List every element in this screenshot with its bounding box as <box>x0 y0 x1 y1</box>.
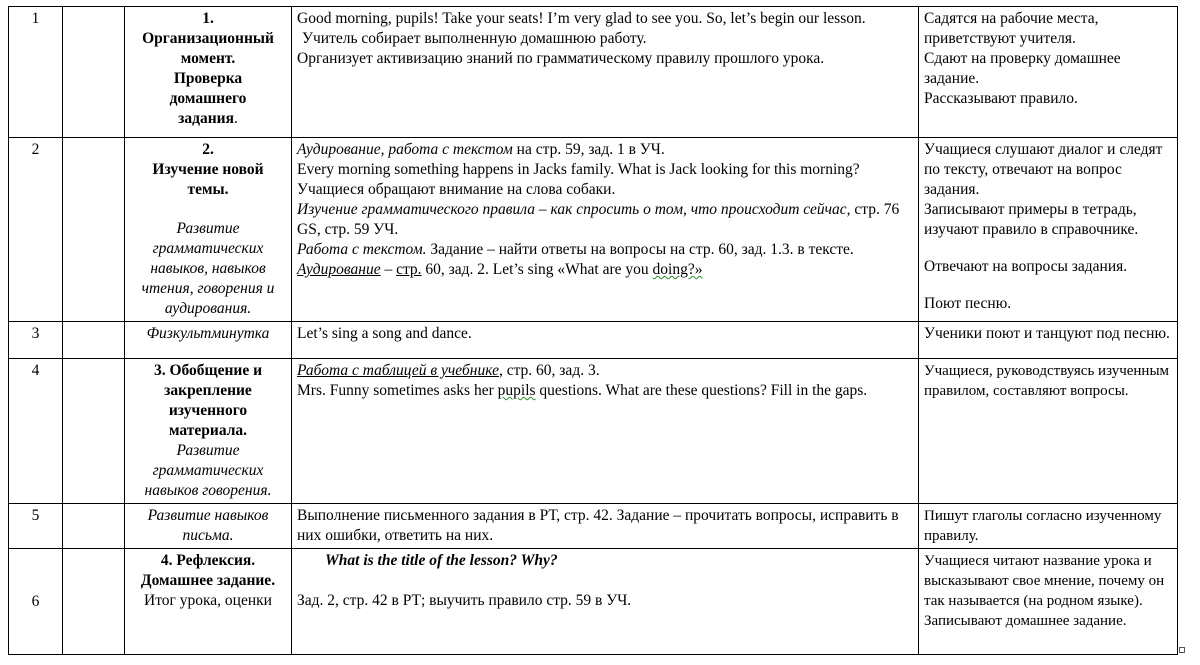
student-text: Записывают примеры в тетрадь, изучают правило в справочнике. <box>924 201 1139 238</box>
teacher-text: Зад. 2, стр. 42 в РТ; выучить правило стр. 59 в УЧ. <box>297 592 632 609</box>
teacher-text: Задание – найти ответы на вопросы на стр. 60, зад. 1.3. в тексте. <box>426 241 854 258</box>
student-text: Сдают на проверку домашнее задание. <box>924 50 1121 87</box>
stage-text: Проверка <box>173 70 243 87</box>
table-row <box>9 359 1178 504</box>
teacher-activity-cell <box>292 322 919 359</box>
row-number: 6 <box>9 549 63 655</box>
teacher-text: , стр. 76 GS, стр. 59 УЧ. <box>297 201 900 238</box>
row-number: 2 <box>9 138 63 322</box>
student-text: Пишут глаголы согласно изученному правилу. <box>924 508 1162 544</box>
teacher-activity-cell <box>292 7 919 138</box>
teacher-text: Выполнение письменного задания в РТ, стр. 42. Задание – прочитать вопросы, исправить в них ошибки, ответить на них. <box>297 507 899 544</box>
empty-cell <box>63 549 125 655</box>
stage-cell <box>125 138 292 322</box>
teacher-text: Let’s sing a song and dance. <box>297 325 472 342</box>
stage-text: 3. Обобщение и закрепление изученного материала. <box>153 362 263 439</box>
stage-text: Изучение новой <box>152 161 264 178</box>
stage-text: 1. <box>202 10 214 27</box>
stage-text: Развитие грамматических навыков, навыков чтения, говорения и аудирования. <box>141 220 275 317</box>
empty-cell <box>63 7 125 138</box>
row-number: 1 <box>9 7 63 138</box>
stage-text: домашнего <box>169 90 247 107</box>
stage-cell: 1. Организационный момент. Проверка домашнего задания. <box>125 7 292 138</box>
stage-text: Развитие грамматических навыков говорения. <box>144 442 272 499</box>
stage-text: Развитие навыков письма. <box>147 507 269 544</box>
student-text: Поют песню. <box>924 295 1012 312</box>
stage-cell <box>125 549 292 655</box>
student-text: Ученики поют и танцуют под песню. <box>924 325 1170 342</box>
teacher-text: Аудирование <box>297 261 381 278</box>
student-text: Учащиеся, руководствуясь изученным правилом, составляют вопросы. <box>924 363 1170 399</box>
lesson-plan-table <box>8 6 1178 655</box>
empty-cell <box>63 138 125 322</box>
student-text: Садятся на рабочие места, приветствуют учителя. <box>924 10 1099 47</box>
teacher-text: doing?» <box>652 261 703 278</box>
student-activity-cell <box>919 504 1178 549</box>
table-row <box>9 7 1178 138</box>
stage-text: Физкультминутка <box>146 325 270 342</box>
stage-text: темы. <box>187 181 229 198</box>
teacher-text: Изучение грамматического правила – как спросить о том, что происходит сейчас <box>297 201 847 218</box>
teacher-text: pupils <box>497 382 536 399</box>
student-activity-cell <box>919 359 1178 504</box>
teacher-text: Работа с текстом. <box>297 241 427 258</box>
teacher-text: Организует активизацию знаний по грамматическому правилу прошлого урока. <box>297 50 825 67</box>
teacher-activity-cell <box>292 549 919 655</box>
student-activity-cell <box>919 7 1178 138</box>
row-number: 4 <box>9 359 63 504</box>
student-activity-cell <box>919 549 1178 655</box>
teacher-text: на стр. 59, зад. 1 в УЧ. <box>512 141 665 158</box>
teacher-text: , стр. 60, зад. 3. <box>498 362 600 379</box>
teacher-activity-cell <box>292 138 919 322</box>
table-row <box>9 504 1178 549</box>
stage-text: Организационный <box>142 30 274 47</box>
teacher-text: Mrs. Funny sometimes asks her <box>297 382 498 399</box>
empty-cell <box>63 322 125 359</box>
stage-text: момент. <box>180 50 236 67</box>
student-text: Рассказывают правило. <box>924 90 1078 107</box>
row-number: 3 <box>9 322 63 359</box>
teacher-text: стр. <box>396 261 422 278</box>
stage-cell <box>125 322 292 359</box>
stage-cell <box>125 504 292 549</box>
stage-text: 4. Рефлексия. Домашнее задание. <box>140 552 276 589</box>
stage-text: задания <box>178 110 234 127</box>
table-row <box>9 322 1178 359</box>
student-text: Учащиеся слушают диалог и следят по тексту, отвечают на вопрос задания. <box>924 141 1163 198</box>
teacher-text: – <box>380 261 397 278</box>
table-row <box>9 138 1178 322</box>
student-activity-cell <box>919 138 1178 322</box>
teacher-text: Every morning something happens in Jacks family. What is Jack looking for this morning? Учащиеся обращают внимание на слова собаки. <box>297 161 860 198</box>
teacher-activity-cell <box>292 504 919 549</box>
row-number: 5 <box>9 504 63 549</box>
empty-cell <box>63 359 125 504</box>
stage-text: 2. <box>202 141 214 158</box>
teacher-text: Good morning, pupils! Take your seats! I’m very glad to see you. So, let’s begin our lesson. <box>297 10 866 27</box>
teacher-text: What is the title of the lesson? Why? <box>325 552 558 569</box>
student-text: Учащиеся читают название урока и высказывают свое мнение, почему он так называется (на родном языке). <box>924 553 1165 609</box>
stage-cell <box>125 359 292 504</box>
teacher-text: Работа с таблицей в учебнике <box>297 362 499 379</box>
teacher-text: questions. What are these questions? Fill in the gaps. <box>535 382 868 399</box>
teacher-text: 60, зад. 2. Let’s sing «What are you <box>421 261 653 278</box>
student-text: Записывают домашнее задание. <box>924 613 1127 629</box>
student-activity-cell <box>919 322 1178 359</box>
table-resize-handle[interactable] <box>1179 647 1185 653</box>
student-text: Отвечают на вопросы задания. <box>924 258 1128 275</box>
teacher-activity-cell <box>292 359 919 504</box>
empty-cell <box>63 504 125 549</box>
stage-text: Итог урока, оценки <box>144 592 272 609</box>
teacher-text: Аудирование, работа с текстом <box>297 141 513 158</box>
table-row <box>9 549 1178 655</box>
teacher-text: Учитель собирает выполненную домашнюю работу. <box>302 30 647 47</box>
